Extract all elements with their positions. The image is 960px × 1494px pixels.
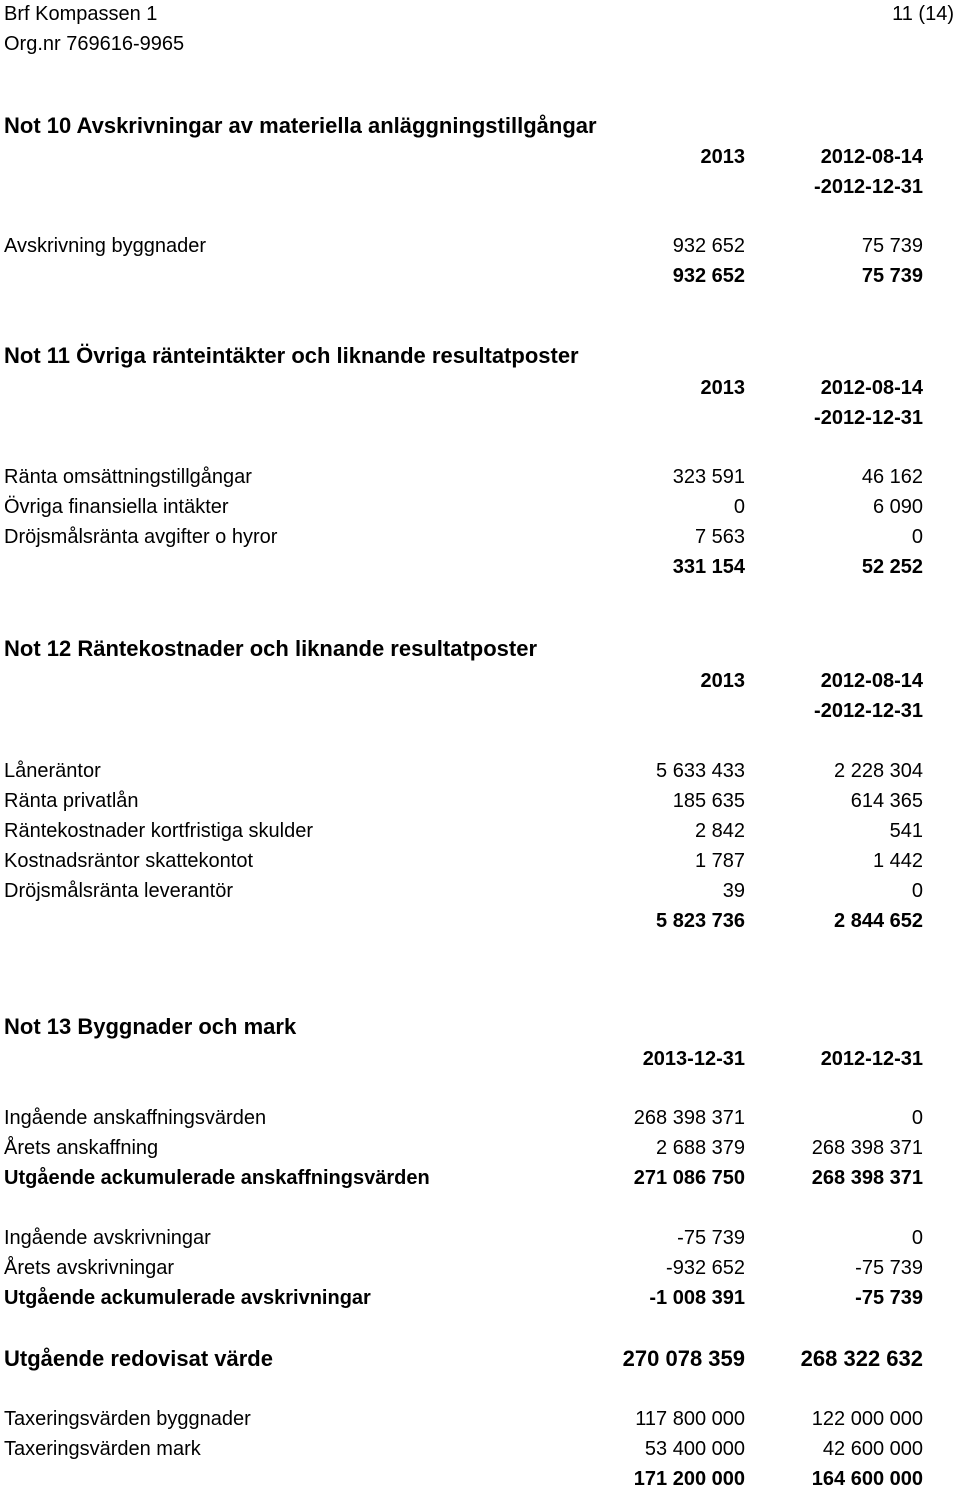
row-value-1: 2 842	[694, 820, 745, 842]
column-year-1: 2013	[700, 670, 745, 692]
table-row	[0, 462, 960, 492]
column-year-2-end: -2012-12-31	[814, 700, 923, 722]
table-row	[0, 1133, 960, 1163]
row-value-1: -75 739	[677, 1227, 745, 1249]
note-11-total-row	[0, 552, 960, 582]
note-10-column-header-line2	[0, 172, 960, 202]
column-year-2: 2012-08-14	[820, 146, 923, 168]
column-year-2-end: -2012-12-31	[814, 176, 923, 198]
total-value-2: 75 739	[861, 265, 923, 287]
row-value-1: 7 563	[694, 526, 745, 548]
row-value-2: 75 739	[861, 235, 923, 257]
row-value-1: 268 398 371	[633, 1107, 745, 1129]
row-value-2: 42 600 000	[822, 1438, 923, 1460]
row-value-2: 541	[889, 820, 923, 842]
row-value-2: 614 365	[850, 790, 923, 812]
row-value-2: 0	[911, 526, 923, 548]
row-label: Räntekostnader kortfristiga skulder	[4, 820, 314, 842]
column-date-2: 2012-12-31	[820, 1048, 923, 1070]
row-value-1: 53 400 000	[644, 1438, 745, 1460]
table-row	[0, 1223, 960, 1253]
total-value-2: -75 739	[855, 1287, 923, 1309]
row-label: Kostnadsräntor skattekontot	[4, 850, 254, 872]
row-value-1: 0	[733, 496, 745, 518]
note-13-title: Not 13 Byggnader och mark	[4, 1014, 297, 1039]
note-12-column-header	[0, 666, 960, 696]
note-12-total-row	[0, 906, 960, 936]
column-year-2: 2012-08-14	[820, 377, 923, 399]
table-row	[0, 846, 960, 876]
row-value-1: 5 633 433	[656, 760, 745, 782]
acquisition-total-row	[0, 1163, 960, 1193]
column-year-2-end: -2012-12-31	[814, 407, 923, 429]
table-row	[0, 876, 960, 906]
row-label: Taxeringsvärden byggnader	[4, 1408, 251, 1430]
row-label: Årets avskrivningar	[4, 1257, 175, 1279]
organization-number: Org.nr 769616-9965	[4, 33, 185, 55]
note-12-column-header-line2	[0, 696, 960, 726]
total-value-2: 2 844 652	[834, 910, 923, 932]
total-value-1: 5 823 736	[656, 910, 745, 932]
note-11-column-header	[0, 373, 960, 403]
row-label: Låneräntor	[4, 760, 101, 782]
row-value-2: 0	[911, 880, 923, 902]
note-10-column-header	[0, 142, 960, 172]
table-row	[0, 756, 960, 786]
total-value-1: 270 078 359	[622, 1346, 745, 1371]
row-label: Ingående avskrivningar	[4, 1227, 211, 1249]
column-year-1: 2013	[700, 146, 745, 168]
total-value-2: 268 398 371	[811, 1167, 923, 1189]
table-row	[0, 816, 960, 846]
row-value-1: 932 652	[672, 235, 745, 257]
row-label: Ränta privatlån	[4, 790, 139, 812]
row-value-2: 0	[911, 1227, 923, 1249]
note-10-title: Not 10 Avskrivningar av materiella anläggningstillgångar	[4, 113, 597, 138]
row-value-2: 122 000 000	[811, 1408, 923, 1430]
row-value-2: 2 228 304	[834, 760, 923, 782]
row-label: Taxeringsvärden mark	[4, 1438, 201, 1460]
total-value-1: 932 652	[672, 265, 745, 287]
table-row	[0, 786, 960, 816]
total-value-1: -1 008 391	[649, 1287, 745, 1309]
row-value-2: 1 442	[872, 850, 923, 872]
row-value-2: 46 162	[861, 466, 923, 488]
row-value-2: 0	[911, 1107, 923, 1129]
row-label: Avskrivning byggnader	[4, 235, 206, 257]
note-11-column-header-line2	[0, 403, 960, 433]
total-value-2: 164 600 000	[811, 1468, 923, 1490]
row-value-1: 323 591	[672, 466, 745, 488]
table-row	[0, 1434, 960, 1464]
row-label: Ränta omsättningstillgångar	[4, 466, 252, 488]
table-row	[0, 522, 960, 552]
row-label: Utgående redovisat värde	[4, 1346, 273, 1371]
total-value-1: 171 200 000	[633, 1468, 745, 1490]
row-label: Dröjsmålsränta leverantör	[4, 880, 233, 902]
column-year-1: 2013	[700, 377, 745, 399]
column-date-1: 2013-12-31	[642, 1048, 745, 1070]
table-row	[0, 1103, 960, 1133]
row-value-1: -932 652	[666, 1257, 745, 1279]
row-value-1: 117 800 000	[635, 1408, 745, 1430]
note-13-column-header	[0, 1044, 960, 1074]
note-12-title: Not 12 Räntekostnader och liknande resultatposter	[4, 636, 538, 661]
row-value-1: 1 787	[694, 850, 745, 872]
row-label: Utgående ackumulerade avskrivningar	[4, 1287, 371, 1309]
row-value-2: 6 090	[872, 496, 923, 518]
page-number: 11 (14)	[892, 3, 954, 25]
row-value-1: 185 635	[672, 790, 745, 812]
total-value-2: 52 252	[861, 556, 923, 578]
document-header	[4, 0, 184, 60]
row-value-1: 39	[722, 880, 745, 902]
row-label: Dröjsmålsränta avgifter o hyror	[4, 526, 278, 548]
total-value-1: 331 154	[672, 556, 745, 578]
row-label: Ingående anskaffningsvärden	[4, 1107, 267, 1129]
depreciation-total-row	[0, 1283, 960, 1313]
row-label: Övriga finansiella intäkter	[4, 496, 229, 518]
row-label: Årets anskaffning	[4, 1137, 159, 1159]
note-11-title: Not 11 Övriga ränteintäkter och liknande resultatposter	[4, 343, 579, 368]
table-row	[0, 1253, 960, 1283]
note-10-total-row	[0, 261, 960, 291]
table-row	[0, 231, 960, 261]
organization-name: Brf Kompassen 1	[4, 3, 158, 25]
table-row	[0, 1404, 960, 1434]
row-value-1: 2 688 379	[656, 1137, 745, 1159]
total-value-1: 271 086 750	[633, 1167, 745, 1189]
row-value-2: -75 739	[855, 1257, 923, 1279]
table-row	[0, 492, 960, 522]
total-value-2: 268 322 632	[800, 1346, 923, 1371]
row-value-2: 268 398 371	[811, 1137, 923, 1159]
row-label: Utgående ackumulerade anskaffningsvärden	[4, 1167, 430, 1189]
column-year-2: 2012-08-14	[820, 670, 923, 692]
book-value-row	[0, 1344, 960, 1374]
